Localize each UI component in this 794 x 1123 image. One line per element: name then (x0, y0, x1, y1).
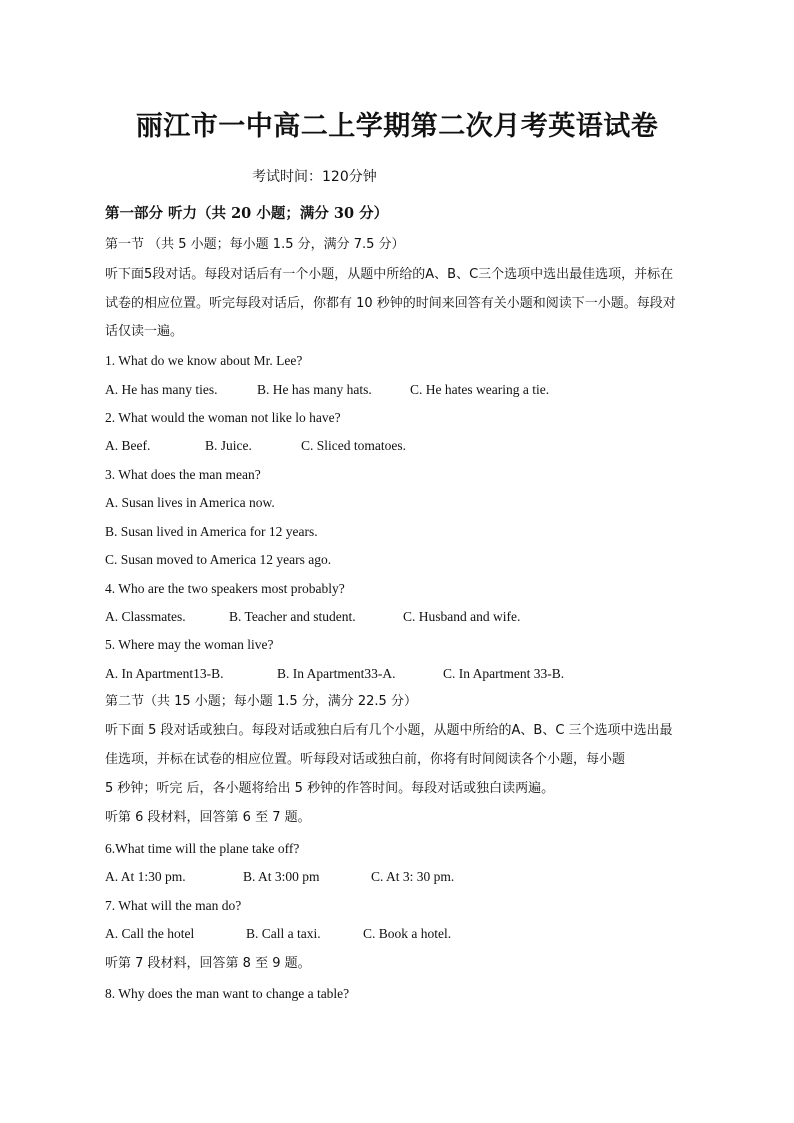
option-a: A. In Apartment13-B. (105, 666, 224, 681)
question-1: 1. What do we know about Mr. Lee? (105, 353, 303, 368)
question-3: 3. What does the man mean? (105, 467, 261, 482)
option-a: A. Susan lives in America now. (105, 495, 275, 510)
option-b: B. Juice. (205, 438, 252, 453)
option-b: B. He has many hats. (257, 382, 372, 397)
option-c: C. At 3: 30 pm. (371, 869, 455, 884)
question-8: 8. Why does the man want to change a table? (105, 986, 350, 1001)
question-5: 5. Where may the woman live? (105, 637, 274, 652)
option-a: A. Call the hotel (105, 926, 195, 941)
option-a: A. He has many ties. (105, 382, 218, 397)
option-a: A. Classmates. (105, 609, 186, 624)
option-b: B. In Apartment33-A. (277, 666, 396, 681)
option-b: B. Call a taxi. (246, 926, 321, 941)
option-c: C. Book a hotel. (363, 926, 452, 941)
exam-time: 考试时间：120分钟 (252, 169, 377, 185)
section1-instruction-line: 试卷的相应位置。听完每段对话后，你都有 10 秒钟的时间来回答有关小题和阅读下一小题。每段对 (105, 296, 676, 311)
material-7-heading: 听第 7 段材料，回答第 8 至 9 题。 (105, 956, 311, 971)
option-c: C. He hates wearing a tie. (410, 382, 550, 397)
option-b: B. Teacher and student. (229, 609, 356, 624)
question-6: 6.What time will the plane take off? (105, 841, 300, 856)
option-a: A. At 1:30 pm. (105, 869, 186, 884)
section1-heading: 第一节 （共 5 小题；每小题 1.5 分，满分 7.5 分） (105, 237, 405, 252)
section2-instruction-line: 佳选项，并标在试卷的相应位置。听每段对话或独白前，你将有时间阅读各个小题，每小题 (105, 752, 626, 767)
option-c: C. Sliced tomatoes. (301, 438, 406, 453)
question-2: 2. What would the woman not like lo have? (105, 410, 341, 425)
question-7: 7. What will the man do? (105, 898, 242, 913)
option-b: B. Susan lived in America for 12 years. (105, 524, 318, 539)
section2-instruction-line: 5 秒钟；听完 后，各小题将给出 5 秒钟的作答时间。每段对话或独白读两遍。 (105, 781, 555, 796)
page-title: 丽江市一中高二上学期第二次月考英语试卷 (135, 111, 659, 142)
section2-instruction-line: 听下面 5 段对话或独白。每段对话或独白后有几个小题，从题中所给的A、B、C 三个选项中选出最 (105, 723, 673, 738)
section1-instruction-line: 话仅读一遍。 (105, 324, 184, 339)
part1-heading: 第一部分 听力（共 20 小题；满分 30 分） (105, 205, 389, 222)
option-a: A. Beef. (105, 438, 151, 453)
question-4: 4. Who are the two speakers most probably? (105, 581, 345, 596)
option-c: C. In Apartment 33-B. (443, 666, 565, 681)
option-b: B. At 3:00 pm (243, 869, 320, 884)
option-c: C. Susan moved to America 12 years ago. (105, 552, 332, 567)
option-c: C. Husband and wife. (403, 609, 521, 624)
section2-heading: 第二节（共 15 小题；每小题 1.5 分，满分 22.5 分） (105, 694, 417, 709)
section1-instruction-line: 听下面5段对话。每段对话后有一个小题，从题中所给的A、B、C三个选项中选出最佳选项，并标在 (105, 267, 674, 282)
material-6-heading: 听第 6 段材料，回答第 6 至 7 题。 (105, 810, 311, 825)
